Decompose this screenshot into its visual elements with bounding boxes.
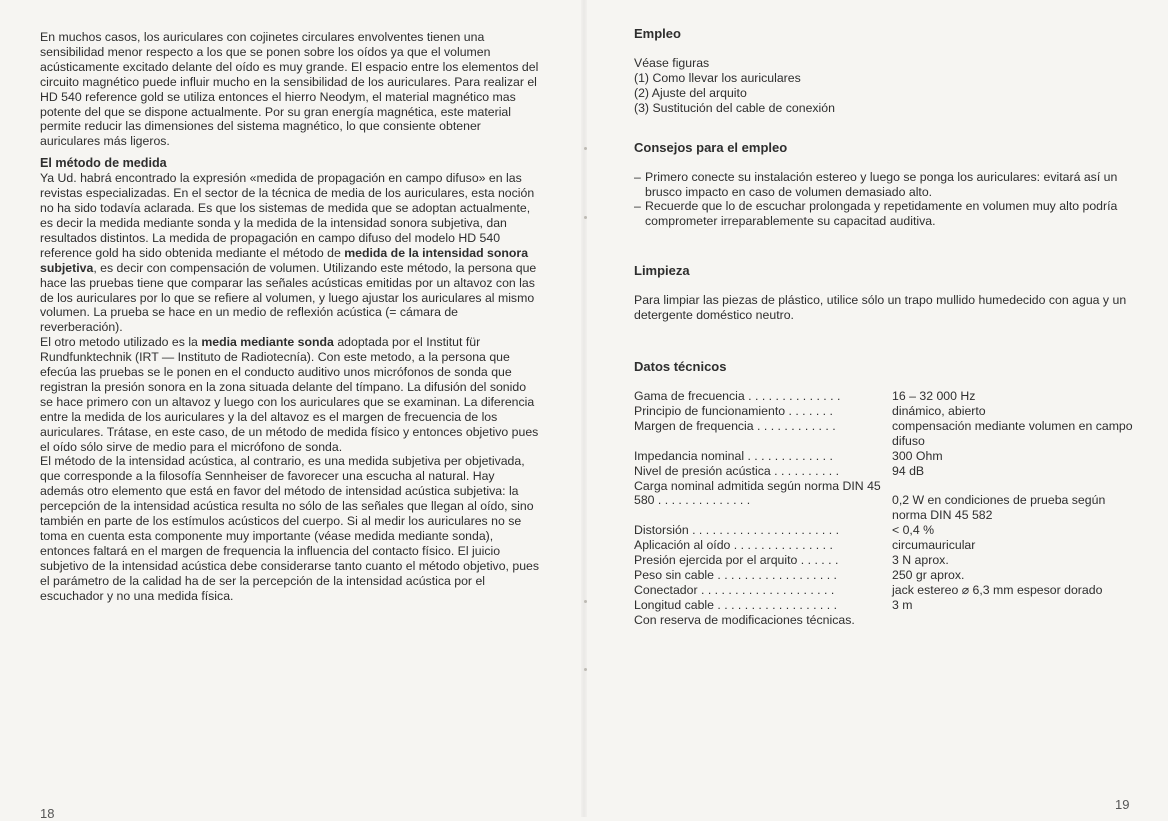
spec-value: 0,2 W en condiciones de prueba según norma DIN 45 582: [892, 493, 1106, 523]
spec-label: Principio de funcionamiento . . . . . . .: [634, 403, 833, 418]
spec-label: Nivel de presión acústica . . . . . . . . . .: [634, 463, 840, 478]
measurement-p1-text-b: , es decir con compensación de volumen. Utilizando este método, la persona que hace las pruebas tiene que comparar las señales acústicas emitidas por un altavoz con las de los auriculares por lo que se refiere al volumen, y luego ajustar los auriculares al mismo volumen. La prueba se hace en un medio de reflexión acústica (= cámara de reverberación).: [40, 260, 537, 335]
right-column: [634, 26, 1134, 628]
empleo-line: (1) Como llevar los auriculares: [634, 70, 801, 85]
consejos-item: – Recuerde que lo de escuchar prolongada y repetidamente en volumen muy alto podría comprometer irreparablemente su capacitad auditiva.: [634, 199, 1134, 229]
spec-value: jack estereo ⌀ 6,3 mm espesor dorado: [892, 582, 1103, 597]
intro-paragraph: En muchos casos, los auriculares con cojinetes circulares envolventes tienen una sensibilidad menor respecto a los que se ponen sobre los oídos ya que el volumen acústicamente excitado delante del oído es muy grande. El espacio entre los elementos del circuito magnético puede influir mucho en la sensibilidad de los auriculares. Para realizar el HD 540 reference gold se utiliza entonces el hierro Neodym, el material magnético mas potente del que se dispone actualmente. Por su gran energía magnética, este material permite reducir las dimensiones del sistema magnético, lo que consiente obtener auriculares más ligeros.: [40, 30, 539, 149]
spec-row: [634, 404, 1134, 419]
spec-label: Peso sin cable . . . . . . . . . . . . . . . . . .: [634, 567, 837, 582]
limpieza-text: Para limpiar las piezas de plástico, utilice sólo un trapo mullido humedecido con agua y un detergente doméstico neutro.: [634, 293, 1127, 323]
spec-row: [634, 389, 1134, 404]
spec-value: 3 N aprox.: [892, 553, 949, 568]
spec-label: Impedancia nominal . . . . . . . . . . . . .: [634, 448, 833, 463]
consejos-list: [634, 170, 1134, 230]
page-number-left: 18: [40, 806, 55, 821]
section-consejos: [634, 140, 1134, 230]
measurement-paragraph-3: El método de la intensidad acústica, al contrario, es una medida subjetiva per objetivada, que corresponde a la filosofía Sennheiser de favorecer una escucha al natural. Hay además otro elemento que está en favor del método de intensidad acústica subjetiva: la percepción de la intensidad acústica resulta no sólo de las señales que llegan al oído, sino también en parte de los estímulos acústicos del cuerpo. Si al medir los auriculares no se toma en cuenta esta componente muy importante (véase medida mediante sonda), entonces faltará en el margen de frequencia la influencia del contacto físico. El juicio subjetivo de la intensidad acústica debe considerarse tanto cuanto el método objetivo, pues el parámetro de la calidad ha de ser la percepción de la intensidad acústica por el escuchador y no una medida física.: [40, 454, 540, 603]
spec-label: Longitud cable . . . . . . . . . . . . . . . . . .: [634, 597, 837, 612]
measurement-paragraph-1: [40, 171, 540, 335]
spec-row: [634, 553, 1134, 568]
consejos-heading: Consejos para el empleo: [634, 139, 788, 155]
spec-label: Presión ejercida por el arquito . . . . . .: [634, 553, 839, 568]
spec-row: [634, 419, 1134, 449]
spec-label: Margen de frequencia . . . . . . . . . . . .: [634, 418, 836, 433]
measurement-heading: El método de medida: [40, 156, 167, 171]
spec-row: [634, 479, 1134, 524]
section-empleo: [634, 26, 1134, 116]
empleo-line: (3) Sustitución del cable de conexión: [634, 100, 835, 115]
spec-value: 16 – 32 000 Hz: [892, 389, 976, 404]
measurement-p1-bold: medida de la intensidad sonora subjetiva: [40, 245, 529, 275]
spec-value: 250 gr aprox.: [892, 567, 965, 582]
datos-heading: Datos técnicos: [634, 359, 727, 375]
spec-value: 300 Ohm: [892, 448, 943, 463]
spec-label: Gama de frecuencia . . . . . . . . . . . . . .: [634, 389, 841, 404]
consejos-item: – Primero conecte su instalación estereo y luego se ponga los auriculares: evitará así un brusco impacto en caso de volumen demasiado alto.: [634, 170, 1134, 200]
limpieza-heading: Limpieza: [634, 263, 690, 279]
empleo-line: Véase figuras: [634, 56, 710, 70]
measurement-p1-text-a: Ya Ud. habrá encontrado la expresión «medida de propagación en campo difuso» en las revistas especializadas. En el sector de la técnica de media de los auriculares, esta noción no ha sido todavía aclarada. Es que los sistemas de medida que se adoptan actualmente, es decir la medida mediante sonda y la medida de la intensidad sonora subjetiva, dan resultados distintos. La medida de propagación en campo difuso del modelo HD 540 reference gold ha sido obtenida mediante el método de: [40, 171, 535, 260]
spec-row: [634, 598, 1134, 613]
spec-row: [634, 449, 1134, 464]
spec-label: Carga nominal admitida según norma DIN 45 580 . . . . . . . . . . . . . .: [634, 478, 881, 508]
spec-label: Conectador . . . . . . . . . . . . . . . . . . . .: [634, 582, 835, 597]
measurement-p2-text-a: El otro metodo utilizado es la: [40, 335, 202, 350]
empleo-heading: Empleo: [634, 26, 681, 41]
spec-value: < 0,4 %: [892, 523, 935, 538]
empleo-line: (2) Ajuste del arquito: [634, 85, 747, 100]
spec-row: [634, 523, 1134, 538]
technical-note: Con reserva de modificaciones técnicas.: [634, 612, 855, 627]
spec-value: compensación mediante volumen en campo difuso: [892, 418, 1133, 448]
measurement-paragraph-2: [40, 335, 540, 454]
spec-value: 94 dB: [892, 463, 925, 478]
spec-row: [634, 538, 1134, 553]
spec-row: [634, 583, 1134, 598]
left-column: [40, 30, 540, 604]
section-limpieza: [634, 263, 1134, 323]
spec-label: Distorsión . . . . . . . . . . . . . . . . . . . . . .: [634, 523, 839, 538]
section-datos: [634, 359, 1134, 627]
spec-value: circumauricular: [892, 538, 976, 553]
page-number-right: 19: [1115, 797, 1130, 812]
spec-label: Aplicación al oído . . . . . . . . . . . . . . .: [634, 538, 833, 553]
measurement-p2-text-b: adoptada por el Institut für Rundfunktechnik (IRT — Instituto de Radiotecnía). Con este metodo, a la persona que efecúa las pruebas se le ponen en el conducto auditivo unos micrófonos de sonda que registran la presión sonora en la zona situada delante del tímpano. La difusión del sonido se hace primero con un altavoz y luego con los auriculares que se examinan. La diferencia entre la medida de los auriculares y la del altavoz es el margen de frecuencia de los auriculares. Trátase, en este caso, de un método de medida físico y entonces objetivo pues el oído sólo sirve de medio para el micrófono de sonda.: [40, 335, 539, 454]
spec-value: dinámico, abierto: [892, 403, 986, 418]
spec-row: [634, 568, 1134, 583]
spec-value: 3 m: [892, 597, 913, 612]
specs-table: [634, 389, 1134, 613]
spec-row: [634, 464, 1134, 479]
measurement-p2-bold: media mediante sonda: [201, 335, 334, 350]
